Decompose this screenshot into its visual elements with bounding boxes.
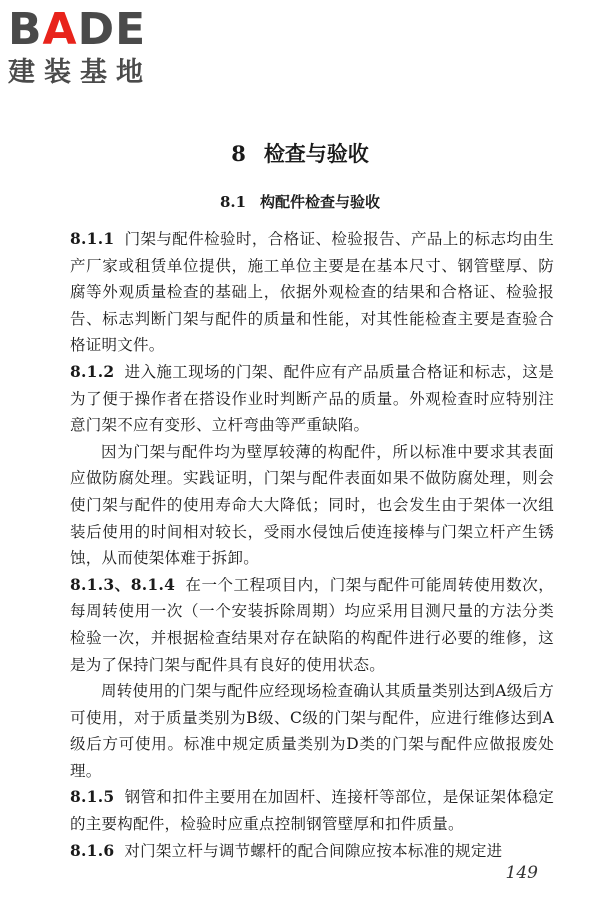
clause-number: 8.1.6 xyxy=(70,840,115,860)
chapter-title-text: 检查与验收 xyxy=(263,141,369,166)
clause-number: 8.1.2 xyxy=(70,361,115,381)
clause-text: 门架与配件检验时，合格证、检验报告、产品上的标志均由生产厂家或租赁单位提供，施工单位主要是在基本尺寸、钢管壁厚、防腐等外观质量检查的基础上，依据外观检查的结果和合格证、检验报告、标志判断门架与配件的质量和性能，对其性能检查主要是查验合格证明文件。 xyxy=(70,230,554,355)
clause-8-1-5 xyxy=(70,784,554,837)
clause-number: 8.1.3、8.1.4 xyxy=(70,574,176,594)
clause-8-1-1 xyxy=(70,226,554,359)
body-text xyxy=(70,226,554,864)
clause-text: 对门架立杆与调节螺杆的配合间隙应按本标准的规定进 xyxy=(124,841,503,860)
section-title-text: 构配件检查与验收 xyxy=(260,193,381,211)
section-number: 8.1 xyxy=(219,193,247,211)
logo-letter-a: A xyxy=(42,4,78,55)
clause-text: 在一个工程项目内，门架与配件可能周转使用数次，每周转使用一次（一个安装拆除周期）均应采用目测尺量的方法分类检验一次，并根据检查结果对存在缺陷的构配件进行必要的维修，这是为了保持门架与配件具有良好的使用状态。 xyxy=(70,575,554,674)
clause-text: 进入施工现场的门架、配件应有产品质量合格证和标志，这是为了便于操作者在搭设作业时判断产品的质量。外观检查时应特别注意门架不应有变形、立杆弯曲等严重缺陷。 xyxy=(70,362,554,435)
logo-letters-de: DE xyxy=(77,4,147,55)
bade-logo xyxy=(8,4,176,90)
paragraph-text: 因为门架与配件均为壁厚较薄的构配件，所以标准中要求其表面应做防腐处理。实践证明，门架与配件表面如果不做防腐处理，则会使门架与配件的使用寿命大大降低；同时，也会发生由于架体一次组装后使用的时间相对较长，受雨水侵蚀后使连接棒与门架立杆产生锈蚀，从而使架体难于拆卸。 xyxy=(70,442,554,568)
chapter-title xyxy=(0,140,600,168)
clause-8-1-3-8-1-4 xyxy=(70,572,554,678)
logo-subtitle: 建装基地 xyxy=(8,57,152,88)
clause-number: 8.1.5 xyxy=(70,787,115,807)
section-title xyxy=(0,191,600,213)
page-number: 149 xyxy=(505,863,538,883)
logo-wordmark xyxy=(8,4,176,56)
clause-number: 8.1.1 xyxy=(70,229,115,248)
clause-8-1-2 xyxy=(70,359,554,439)
logo-letter-b: B xyxy=(8,4,43,55)
chapter-number: 8 xyxy=(231,141,246,166)
paragraph-quality-class xyxy=(70,678,554,784)
paragraph-anticorrosion xyxy=(70,439,554,572)
clause-8-1-6 xyxy=(70,838,554,865)
clause-text: 钢管和扣件主要用在加固杆、连接杆等部位，是保证架体稳定的主要构配件，检验时应重点控制钢管壁厚和扣件质量。 xyxy=(70,788,554,834)
paragraph-text: 周转使用的门架与配件应经现场检查确认其质量类别达到A级后方可使用，对于质量类别为B级、C级的门架与配件，应进行维修达到A级后方可使用。标准中规定质量类别为D类的门架与配件应做报废处理。 xyxy=(70,682,554,780)
